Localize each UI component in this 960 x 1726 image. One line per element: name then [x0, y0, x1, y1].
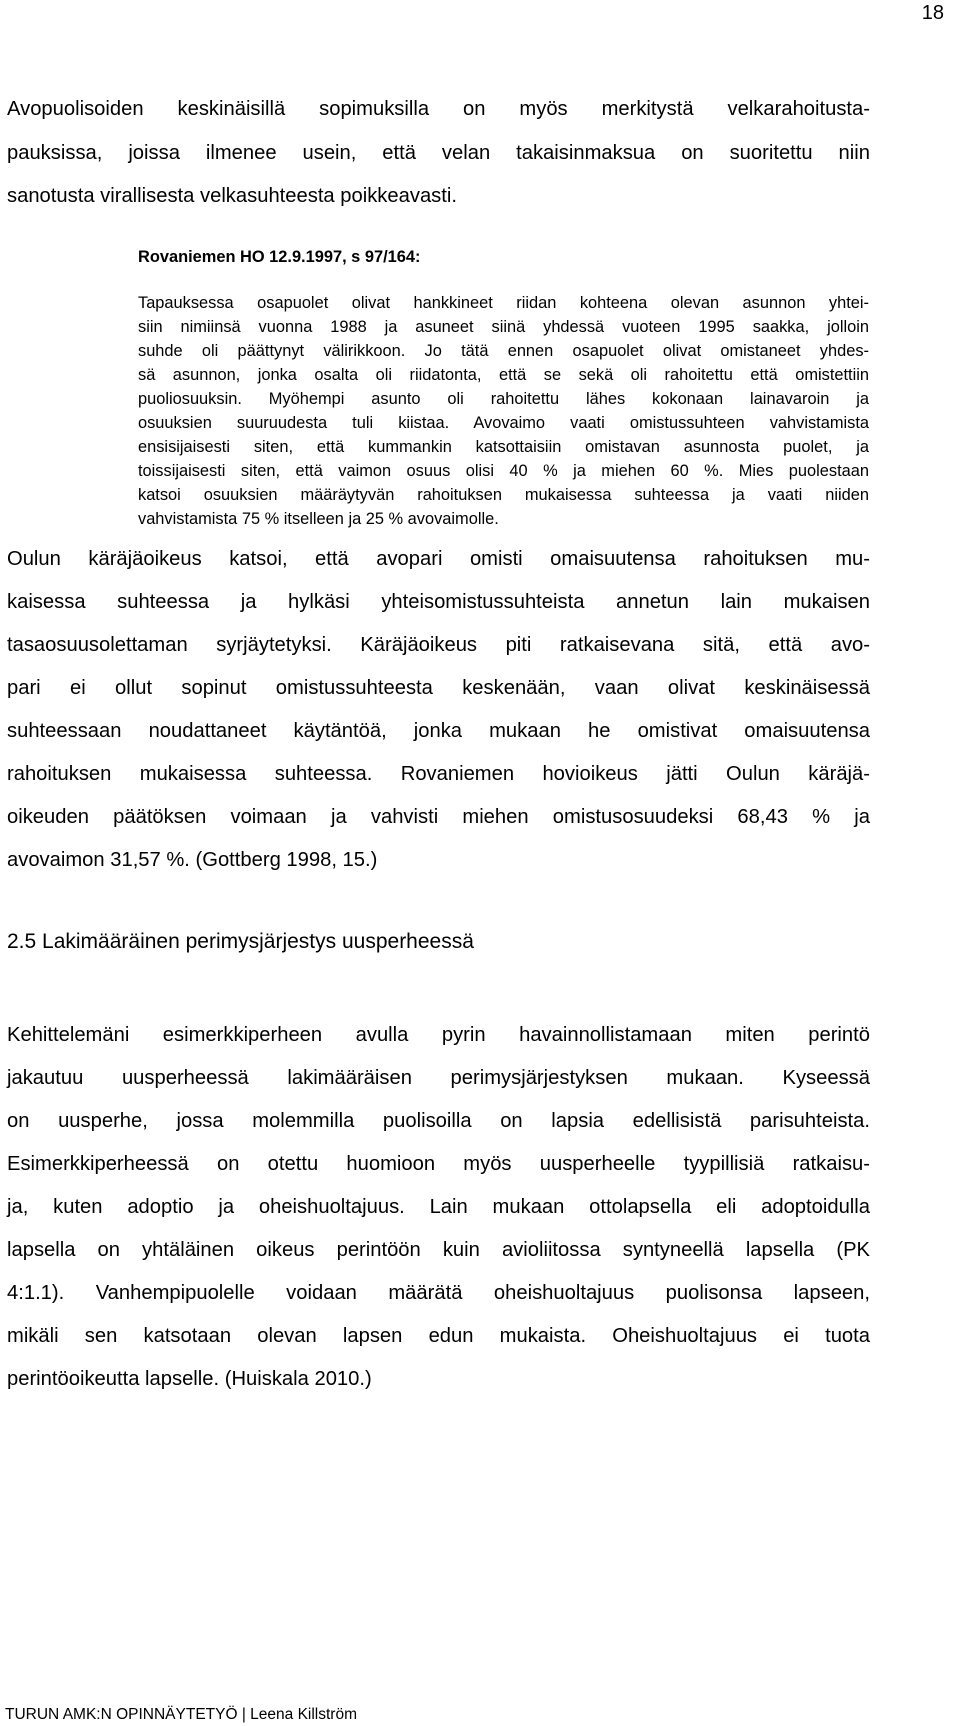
- page-number: 18: [921, 2, 944, 24]
- case-line-8: toissijaisesti siten, että vaimon osuus olisi 40 % ja miehen 60 %. Mies puolestaan: [138, 462, 869, 480]
- case-title: Rovaniemen HO 12.9.1997, s 97/164:: [138, 248, 421, 266]
- case-line-1: Tapauksessa osapuolet olivat hankkineet riidan kohteena olevan asunnon yhtei-: [138, 294, 869, 312]
- paragraph2-line-6: rahoituksen mukaisessa suhteessa. Rovaniemen hovioikeus jätti Oulun käräjä-: [7, 763, 870, 785]
- intro-line-2: pauksissa, joissa ilmenee usein, että velan takaisinmaksua on suoritettu niin: [7, 142, 870, 164]
- paragraph2-line-4: pari ei ollut sopinut omistussuhteesta keskenään, vaan olivat keskinäisessä: [7, 677, 870, 699]
- case-line-3: suhde oli päättynyt välirikkoon. Jo tätä ennen osapuolet olivat omistaneet yhdes-: [138, 342, 869, 360]
- paragraph3-line-4: Esimerkkiperheessä on otettu huomioon myös uusperheelle tyypillisiä ratkaisu-: [7, 1153, 870, 1175]
- paragraph3-line-7: 4:1.1). Vanhempipuolelle voidaan määrätä oheishuoltajuus puolisonsa lapseen,: [7, 1282, 870, 1304]
- paragraph3-line-2: jakautuu uusperheessä lakimääräisen perimysjärjestyksen mukaan. Kyseessä: [7, 1067, 870, 1089]
- paragraph3-line-6: lapsella on yhtäläinen oikeus perintöön kuin avioliitossa syntyneellä lapsella (PK: [7, 1239, 870, 1261]
- case-line-2: siin nimiinsä vuonna 1988 ja asuneet siinä yhdessä vuoteen 1995 saakka, jolloin: [138, 318, 869, 336]
- paragraph2-line-1: Oulun käräjäoikeus katsoi, että avopari omisti omaisuutensa rahoituksen mu-: [7, 548, 870, 570]
- paragraph3-line-9: perintöoikeutta lapselle. (Huiskala 2010.): [7, 1368, 372, 1390]
- paragraph2-line-8: avovaimon 31,57 %. (Gottberg 1998, 15.): [7, 849, 378, 871]
- case-line-5: puoliosuuksin. Myöhempi asunto oli rahoitettu lähes kokonaan lainavaroin ja: [138, 390, 869, 408]
- paragraph3-line-3: on uusperhe, jossa molemmilla puolisoilla on lapsia edellisistä parisuhteista.: [7, 1110, 870, 1132]
- case-line-6: osuuksien suuruudesta tuli kiistaa. Avovaimo vaati omistussuhteen vahvistamista: [138, 414, 869, 432]
- intro-line-3: sanotusta virallisesta velkasuhteesta poikkeavasti.: [7, 185, 457, 207]
- paragraph2-line-5: suhteessaan noudattaneet käytäntöä, jonka mukaan he omistivat omaisuutensa: [7, 720, 870, 742]
- paragraph3-line-1: Kehittelemäni esimerkkiperheen avulla pyrin havainnollistamaan miten perintö: [7, 1024, 870, 1046]
- case-line-9: katsoi osuuksien määräytyvän rahoituksen mukaisessa suhteessa ja vaati niiden: [138, 486, 869, 504]
- footer-text: TURUN AMK:N OPINNÄYTETYÖ | Leena Killström: [5, 1706, 357, 1723]
- paragraph2-line-7: oikeuden päätöksen voimaan ja vahvisti miehen omistusosuudeksi 68,43 % ja: [7, 806, 870, 828]
- paragraph2-line-2: kaisessa suhteessa ja hylkäsi yhteisomistussuhteista annetun lain mukaisen: [7, 591, 870, 613]
- case-line-10: vahvistamista 75 % itselleen ja 25 % avovaimolle.: [138, 510, 499, 528]
- case-line-7: ensisijaisesti siten, että kummankin katsottaisiin omistavan asunnosta puolet, ja: [138, 438, 869, 456]
- paragraph3-line-5: ja, kuten adoptio ja oheishuoltajuus. Lain mukaan ottolapsella eli adoptoidulla: [7, 1196, 870, 1218]
- case-line-4: sä asunnon, jonka osalta oli riidatonta, että se sekä oli rahoitettu että omistettiin: [138, 366, 869, 384]
- section-heading: 2.5 Lakimääräinen perimysjärjestys uusperheessä: [7, 930, 474, 953]
- paragraph2-line-3: tasaosuusolettaman syrjäytetyksi. Käräjäoikeus piti ratkaisevana sitä, että avo-: [7, 634, 870, 656]
- intro-line-1: Avopuolisoiden keskinäisillä sopimuksilla on myös merkitystä velkarahoitusta-: [7, 98, 870, 120]
- paragraph3-line-8: mikäli sen katsotaan olevan lapsen edun mukaista. Oheishuoltajuus ei tuota: [7, 1325, 870, 1347]
